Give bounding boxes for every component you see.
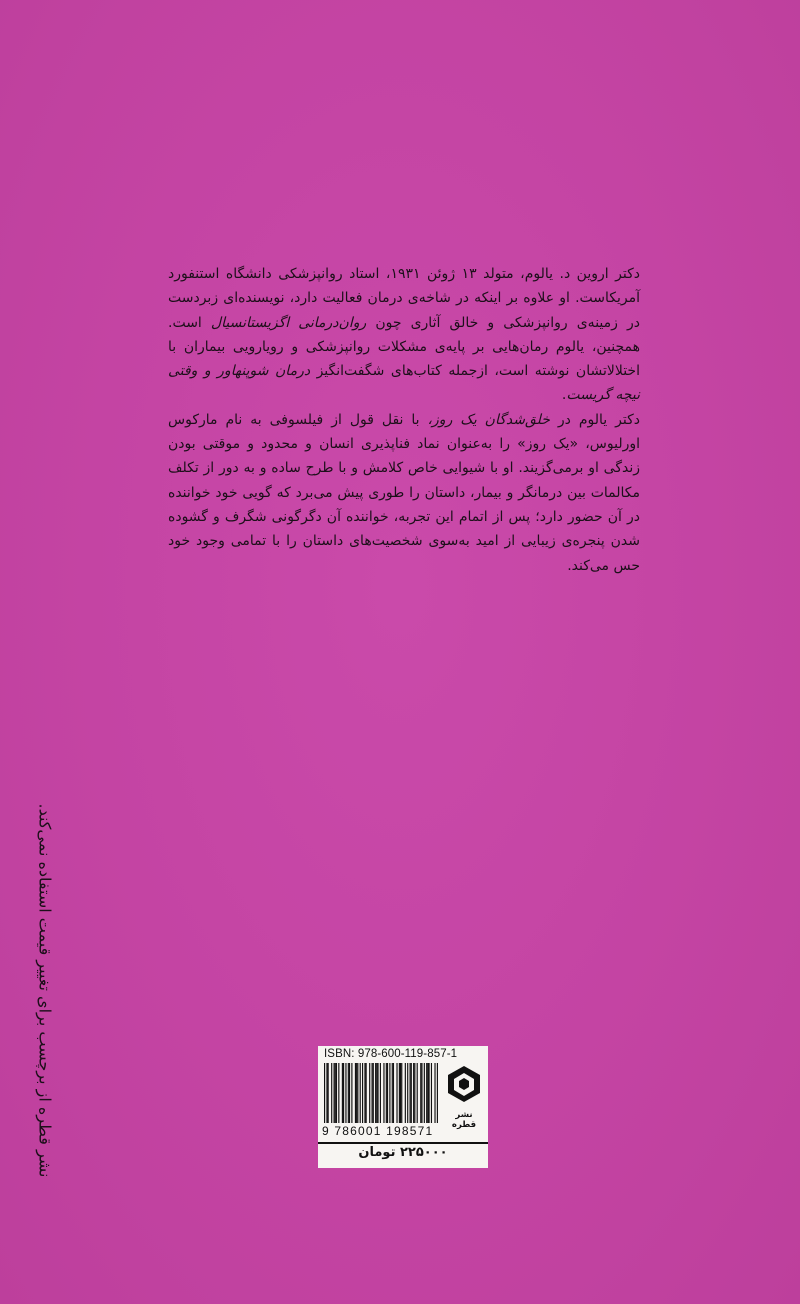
- barcode-bar: [335, 1063, 336, 1123]
- description-text: دکتر اروین د. یالوم، متولد ۱۳ ژوئن ۱۹۳۱، استاد روانپزشکی دانشگاه استنفورد آمریکاست. او علاوه بر اینکه در شاخه‌ی درمان فعالیت دارد، نویسنده‌ای زبردست در زمینه‌ی روانپزشکی و خالق آثاری چون: [168, 266, 640, 331]
- barcode-bar: [364, 1063, 365, 1123]
- barcode-bar: [393, 1063, 394, 1123]
- description-text: و: [197, 363, 218, 380]
- barcode-bar: [400, 1063, 401, 1123]
- description-text: است. همچنین، یالوم رمان‌هایی بر پایه‌ی مشکلات روانپزشکی و رویارویی بیماران با اختلالاتشان نوشته است، ازجمله کتاب‌های شگفت‌انگیز: [168, 314, 640, 380]
- description-text: دکتر یالوم در: [549, 411, 640, 428]
- barcode-bar: [331, 1063, 332, 1123]
- price-label-note-text: نشر قطره از برچسب برای تغییر قیمت استفاده نمی‌کند.: [35, 802, 55, 1178]
- barcode-bar: [360, 1063, 361, 1123]
- barcode-bar: [355, 1063, 356, 1123]
- barcode-graphic: [324, 1063, 438, 1123]
- barcode-bar: [429, 1063, 430, 1123]
- price-label-note: [30, 780, 60, 1200]
- price-divider: [318, 1142, 488, 1144]
- barcode-bar: [369, 1063, 370, 1123]
- publisher-logo-icon: [444, 1064, 484, 1110]
- barcode-bar: [351, 1063, 352, 1123]
- barcode-bar: [383, 1063, 384, 1123]
- barcode-bar: [434, 1063, 435, 1123]
- isbn-barcode-box: [318, 1046, 488, 1168]
- barcode-bar: [431, 1063, 432, 1123]
- publisher-logo: [444, 1064, 484, 1132]
- barcode-digits: 9 786001 198571: [322, 1124, 434, 1138]
- barcode-bar: [401, 1063, 402, 1123]
- barcode-bar: [342, 1063, 343, 1123]
- barcode-bar: [334, 1063, 335, 1123]
- description-paragraph-2: [168, 408, 640, 578]
- barcode-bar: [427, 1063, 428, 1123]
- barcode-bar: [411, 1063, 412, 1123]
- barcode-bar: [356, 1063, 357, 1123]
- barcode-bar: [405, 1063, 406, 1123]
- barcode-bar: [399, 1063, 400, 1123]
- barcode-bar: [424, 1063, 425, 1123]
- barcode-bar: [366, 1063, 367, 1123]
- barcode-bar: [392, 1063, 393, 1123]
- barcode-bar: [376, 1063, 377, 1123]
- barcode-bar: [386, 1063, 387, 1123]
- barcode-bar: [389, 1063, 390, 1123]
- barcode-bar: [343, 1063, 344, 1123]
- barcode-bar: [375, 1063, 376, 1123]
- barcode-bar: [417, 1063, 418, 1123]
- barcode-bar: [420, 1063, 421, 1123]
- barcode-bar: [349, 1063, 350, 1123]
- book-title-reference: درمان شوپنهاور: [217, 363, 311, 380]
- book-description: [168, 262, 640, 578]
- barcode-bar: [407, 1063, 408, 1123]
- book-price: ۲۲۵۰۰۰ تومان: [358, 1145, 448, 1160]
- barcode-bar: [328, 1063, 329, 1123]
- barcode-bar: [413, 1063, 414, 1123]
- barcode-bar: [324, 1063, 325, 1123]
- barcode-bar: [414, 1063, 415, 1123]
- barcode-bar: [372, 1063, 373, 1123]
- barcode-bar: [377, 1063, 378, 1123]
- barcode-bar: [326, 1063, 327, 1123]
- description-text: .: [561, 387, 567, 404]
- book-title-reference: خلق‌شدگان یک روز،: [427, 411, 550, 428]
- barcode-bar: [437, 1063, 438, 1123]
- barcode-bar: [362, 1063, 363, 1123]
- barcode-bar: [373, 1063, 374, 1123]
- barcode-bar: [338, 1063, 339, 1123]
- book-title-reference: روان‌درمانی اگزیستانسیال: [210, 314, 367, 331]
- barcode-bar: [357, 1063, 358, 1123]
- barcode-bar: [348, 1063, 349, 1123]
- book-title-reference: وقتی نیچه گریست: [168, 363, 640, 404]
- description-text: با نقل قول از فیلسوفی به نام مارکوس اورلیوس، «یک روز» را به‌عنوان نماد فناپذیری انسان و محدود و موقتی بودن زندگی او برمی‌گزیند. او با شیوایی خاص کلامش و با طرح ساده و به دور از تکلف مکالمات بین درمانگر و بیمار، داستان را طوری پیش می‌برد که گویی خود خواننده در آن حضور دارد؛ پس از اتمام این تجربه، خواننده آن دگرگونی شگرف و گشوده شدن پنجره‌ی زیبایی از امید به‌سوی شخصیت‌های داستان را با تمامی وجود خود حس می‌کند.: [168, 411, 640, 574]
- barcode-bar: [380, 1063, 381, 1123]
- description-paragraph-1: [168, 262, 640, 408]
- barcode-bar: [396, 1063, 397, 1123]
- publisher-name: نشر قطره: [451, 1110, 477, 1130]
- barcode-bar: [410, 1063, 411, 1123]
- barcode-bar: [345, 1063, 346, 1123]
- barcode-bar: [387, 1063, 388, 1123]
- isbn-label: ISBN: 978-600-119-857-1: [324, 1048, 458, 1060]
- barcode-bar: [426, 1063, 427, 1123]
- barcode-bar: [336, 1063, 337, 1123]
- barcode-bar: [421, 1063, 422, 1123]
